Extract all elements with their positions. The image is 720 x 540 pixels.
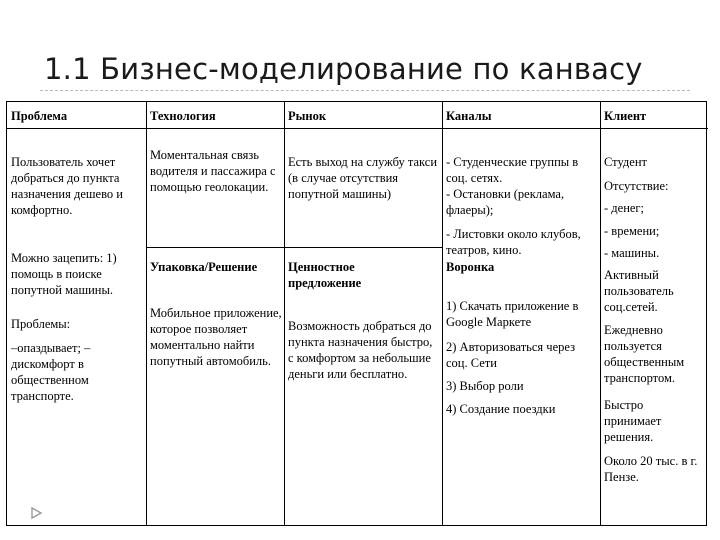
problem-issues: –опаздывает; –дискомфорт в общественном транспорте. bbox=[11, 341, 91, 403]
packaging-text: Мобильное приложение, которое позволяет моментально найти попутный автомобиль. bbox=[150, 306, 282, 368]
header-funnel: Воронка bbox=[446, 260, 495, 274]
market-text: Есть выход на службу такси (в случае отсутствия попутной машины) bbox=[288, 155, 438, 201]
column-divider bbox=[442, 102, 443, 525]
problem-hook: Можно зацепить: 1) помощь в поиске попутной машины. bbox=[11, 251, 117, 297]
header-client: Клиент bbox=[604, 109, 647, 123]
header-problem: Проблема bbox=[11, 109, 68, 123]
problem-issues-label: Проблемы: bbox=[11, 317, 71, 331]
canvas-table bbox=[6, 101, 707, 526]
technology-text: Моментальная связь водителя и пассажира с помощью геолокации. bbox=[150, 148, 276, 194]
client-trait: Ежедневно пользуется общественным транспортом. bbox=[604, 323, 685, 385]
slide-title: 1.1 Бизнес-моделирование по канвасу bbox=[44, 52, 643, 86]
client-missing-item: - машины. bbox=[604, 246, 660, 260]
chevron-right-icon bbox=[30, 506, 44, 520]
column-divider bbox=[600, 102, 601, 525]
middle-row-divider bbox=[146, 247, 442, 248]
client-segment: Студент bbox=[604, 155, 647, 169]
client-trait: Активный пользователь соц.сетей. bbox=[604, 268, 674, 314]
funnel-step: 4) Создание поездки bbox=[446, 402, 556, 416]
client-missing-label: Отсутствие: bbox=[604, 179, 669, 193]
title-divider bbox=[40, 90, 690, 91]
header-packaging: Упаковка/Решение bbox=[150, 260, 258, 274]
header-row-divider bbox=[7, 128, 708, 129]
column-divider bbox=[146, 102, 147, 525]
client-trait: Около 20 тыс. в г. Пензе. bbox=[604, 454, 698, 484]
funnel-step: 3) Выбор роли bbox=[446, 379, 524, 393]
client-trait: Быстро принимает решения. bbox=[604, 398, 662, 444]
client-missing-item: - денег; bbox=[604, 201, 645, 215]
slide-nav-arrow-icon[interactable] bbox=[30, 506, 46, 522]
header-technology: Технология bbox=[150, 109, 216, 123]
channel-item: - Листовки около клубов, театров, кино. bbox=[446, 227, 581, 257]
header-market: Рынок bbox=[288, 109, 327, 123]
funnel-step: 1) Скачать приложение в Google Маркете bbox=[446, 299, 579, 329]
channel-item: - Остановки (реклама, флаеры); bbox=[446, 187, 565, 217]
column-divider bbox=[284, 102, 285, 525]
client-missing-item: - времени; bbox=[604, 224, 660, 238]
channel-item: - Студенческие группы в соц. сетях. bbox=[446, 155, 579, 185]
funnel-step: 2) Авторизоваться через соц. Сети bbox=[446, 340, 576, 370]
value-text: Возможность добраться до пункта назначения быстро, с комфортом за небольшие деньги или бесплатно. bbox=[288, 319, 433, 381]
header-channels: Каналы bbox=[446, 109, 492, 123]
header-value-proposition: Ценностное предложение bbox=[288, 260, 362, 290]
problem-text: Пользователь хочет добраться до пункта назначения дешево и комфортно. bbox=[11, 155, 123, 217]
